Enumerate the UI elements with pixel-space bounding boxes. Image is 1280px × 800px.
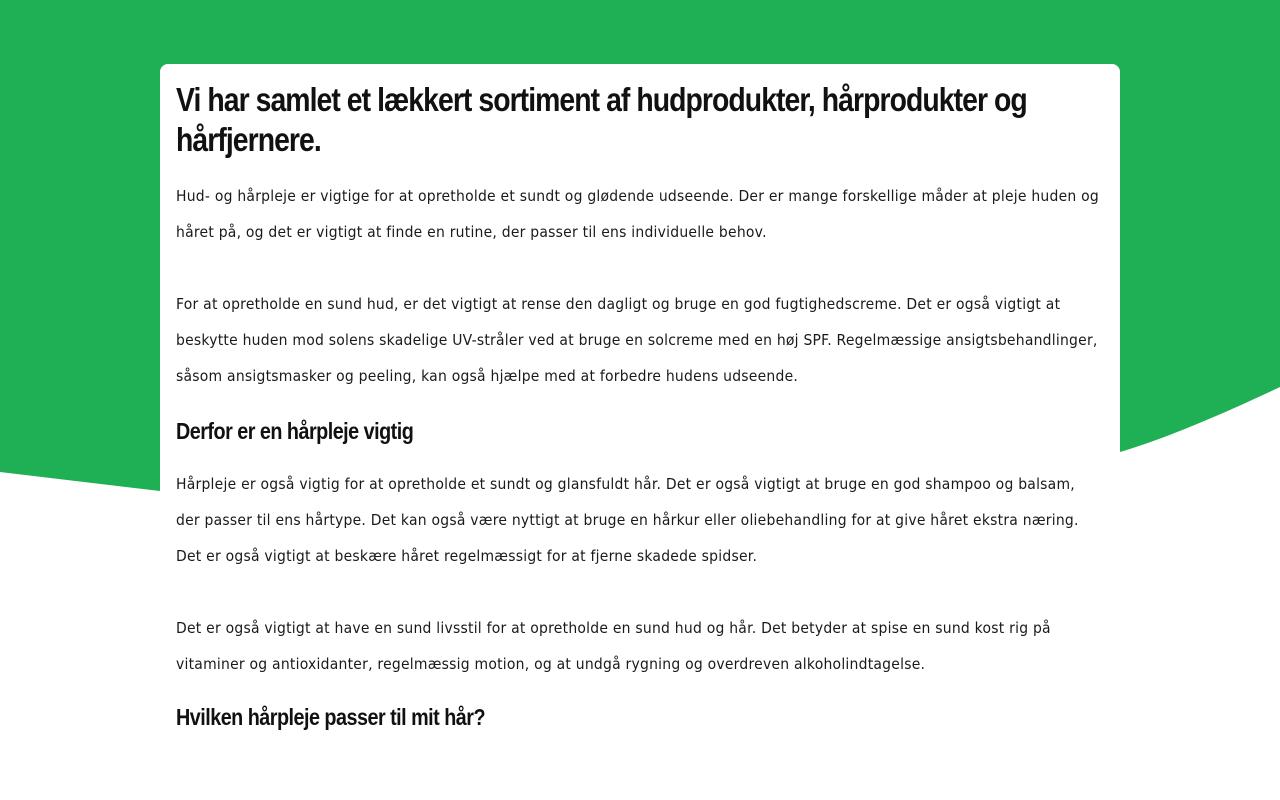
intro-paragraph: Hud- og hårpleje er vigtige for at opretholde et sundt og glødende udseende. Der er mange forskellige måder at pleje huden og håret på, og det er vigtigt at finde en rutine, der passer til ens individuelle behov. [176, 187, 1100, 241]
skin-care-paragraph: For at opretholde en sund hud, er det vigtigt at rense den dagligt og bruge en god fugtighedscreme. Det er også vigtigt at beskytte huden mod solens skadelige UV-stråler ved at bruge en solcreme med en høj SPF. Regelmæssige ansigtsbehandlinger, såsom ansigtsmasker og peeling, kan også hjælpe med at forbedre hudens udseende. [176, 295, 1098, 385]
hair-care-heading: Derfor er en hårpleje vigtig [176, 418, 414, 444]
content-card [160, 64, 1120, 800]
hair-type-heading: Hvilken hårpleje passer til mit hår? [176, 704, 486, 730]
hair-care-paragraph: Hårpleje er også vigtig for at opretholde et sundt og glansfuldt hår. Det er også vigtigt at bruge en god shampoo og balsam, der passer til ens hårtype. Det kan også være nyttigt at bruge en hårkur eller oliebehandling for at give håret ekstra næring. Det er også vigtigt at beskære håret regelmæssigt for at fjerne skadede spidser. [176, 475, 1079, 565]
lifestyle-paragraph: Det er også vigtigt at have en sund livsstil for at opretholde en sund hud og hår. Det betyder at spise en sund kost rig på vitaminer og antioxidanter, regelmæssig motion, og at undgå rygning og overdreven alkoholindtagelse. [176, 619, 1051, 673]
page-title: Vi har samlet et lækkert sortiment af hudprodukter, hårprodukter og hårfjernere. [176, 81, 1027, 158]
